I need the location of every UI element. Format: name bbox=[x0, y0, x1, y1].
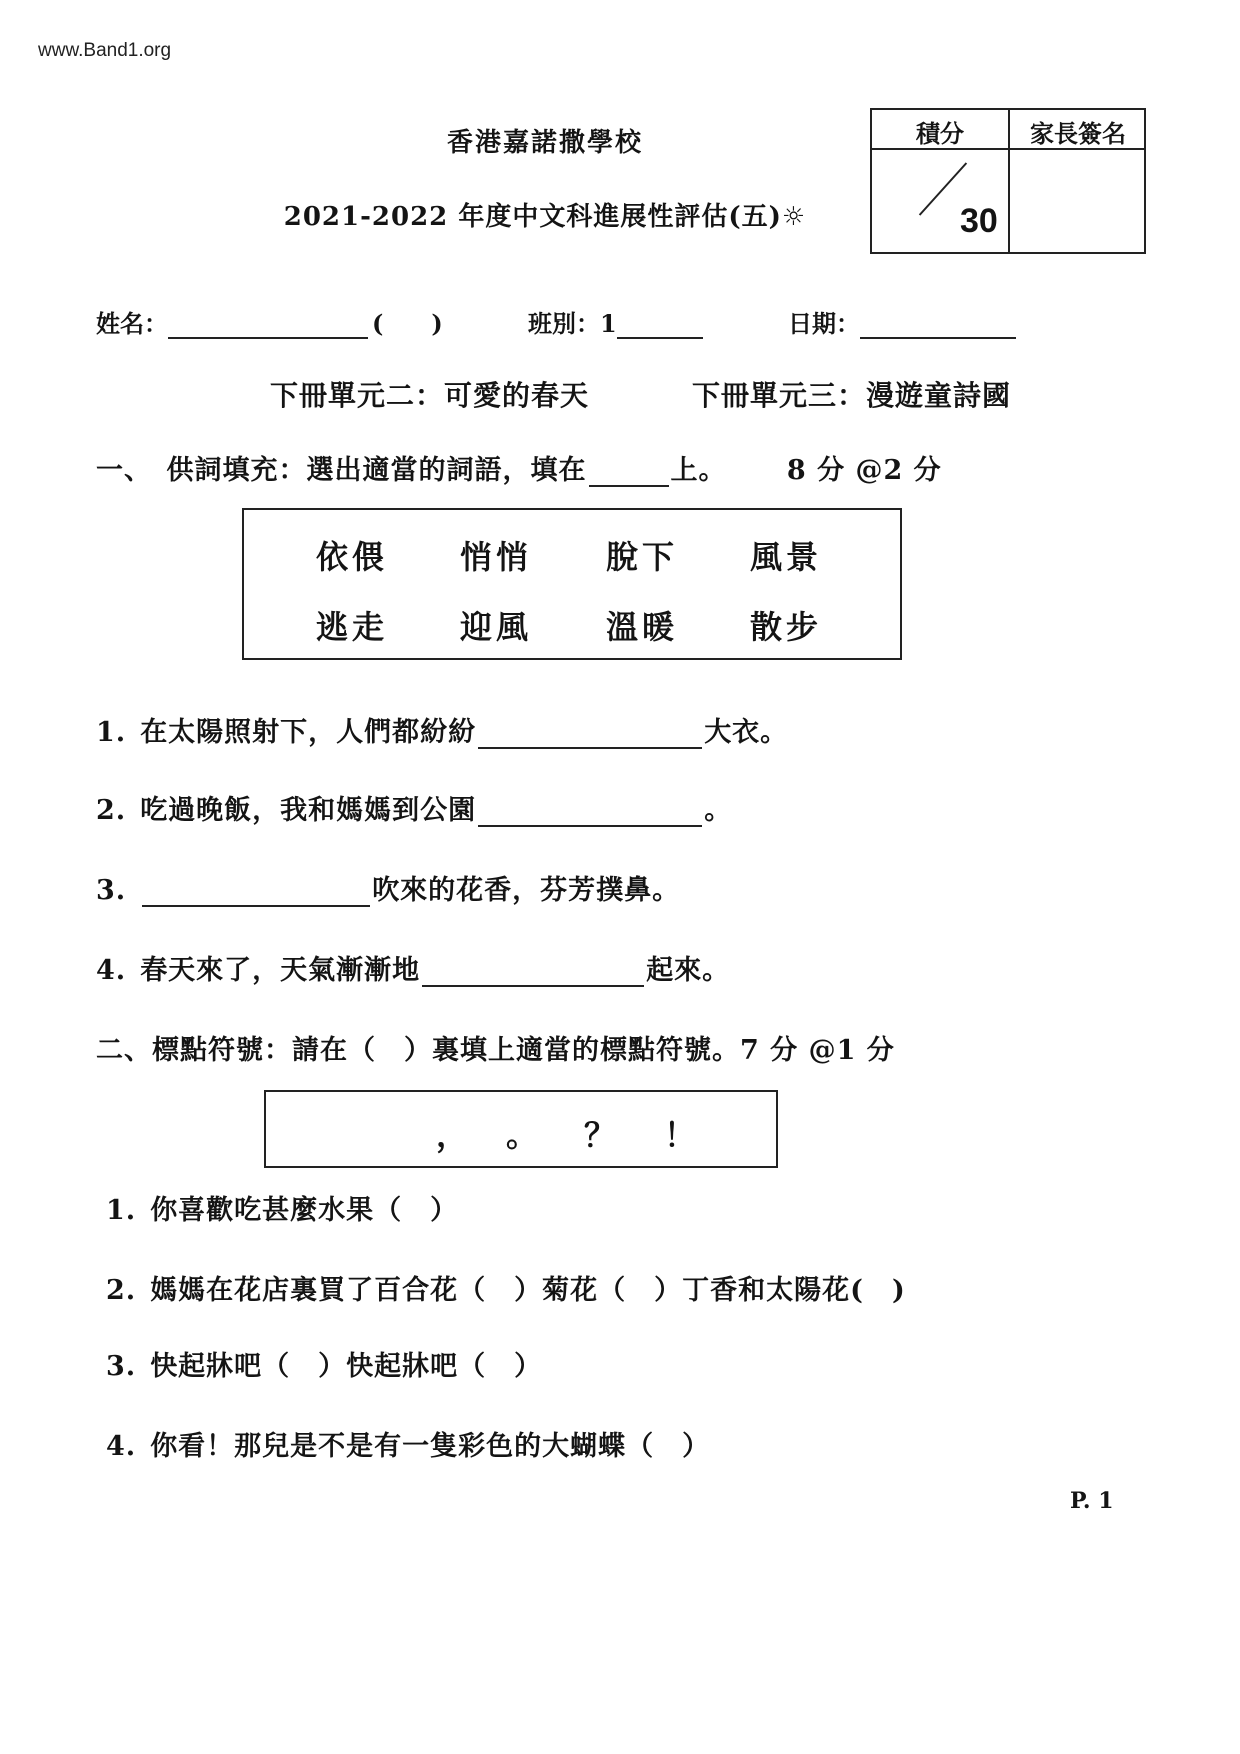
word-bank-item: 散步 bbox=[750, 608, 823, 646]
word-bank-item: 悄悄 bbox=[460, 538, 533, 576]
question-number: 3. bbox=[96, 875, 127, 906]
question-number: 2. bbox=[106, 1275, 137, 1306]
question-text: 春天來了，天氣漸漸地 bbox=[140, 955, 421, 986]
date-blank[interactable] bbox=[860, 311, 1016, 339]
punctuation-mark: ！ bbox=[664, 1116, 697, 1154]
class-label: 班別：1 bbox=[528, 309, 617, 338]
question-text-end: 起來。 bbox=[646, 955, 731, 986]
punctuation-question bbox=[106, 1344, 542, 1383]
punctuation-mark: ， bbox=[436, 1116, 469, 1154]
name-blank[interactable] bbox=[168, 311, 368, 339]
section-one-instruction-end: 上。 bbox=[670, 455, 727, 486]
question-text: 你喜歡吃甚麼水果（ ） bbox=[150, 1195, 459, 1226]
answer-blank[interactable] bbox=[478, 719, 702, 749]
punctuation-question bbox=[106, 1188, 458, 1227]
question-number: 4. bbox=[106, 1431, 137, 1462]
fill-question bbox=[96, 788, 732, 827]
score-table bbox=[870, 108, 1146, 254]
punctuation-mark: 。 bbox=[506, 1116, 539, 1154]
date-field bbox=[788, 304, 1016, 339]
word-bank bbox=[242, 508, 902, 660]
fill-question bbox=[96, 948, 730, 987]
site-url: www.Band1.org bbox=[38, 40, 172, 61]
word-bank-item: 逃走 bbox=[316, 608, 389, 646]
exam-title: 2021-2022 年度中文科進展性評估(五)☼ bbox=[283, 202, 807, 232]
score-total: 30 bbox=[960, 202, 998, 240]
question-number: 1. bbox=[106, 1195, 137, 1226]
word-bank-item: 依偎 bbox=[316, 538, 389, 576]
question-number: 4. bbox=[96, 955, 127, 986]
section-two-heading: 二、標點符號：請在（ ）裏填上適當的標點符號。7 分 @1 分 bbox=[96, 1035, 895, 1066]
signature-header: 家長簽名 bbox=[1030, 119, 1126, 148]
unit-two-title: 下冊單元二：可愛的春天 bbox=[270, 379, 590, 412]
unit-three-title: 下冊單元三：漫遊童詩國 bbox=[692, 379, 1012, 412]
example-blank bbox=[589, 459, 669, 487]
answer-blank[interactable] bbox=[142, 877, 370, 907]
question-text-end: 。 bbox=[704, 795, 733, 826]
section-one-heading bbox=[96, 448, 942, 487]
punctuation-bank bbox=[264, 1090, 778, 1168]
answer-blank[interactable] bbox=[478, 797, 702, 827]
question-text: 你看！那兒是不是有一隻彩色的大蝴蝶（ ） bbox=[150, 1431, 711, 1462]
class-blank[interactable] bbox=[617, 311, 703, 339]
fill-question bbox=[96, 710, 788, 749]
question-text-end: 大衣。 bbox=[704, 717, 789, 748]
question-text-end: 吹來的花香，芬芳撲鼻。 bbox=[372, 875, 681, 906]
school-name: 香港嘉諾撒學校 bbox=[446, 128, 643, 158]
name-label: 姓名： bbox=[96, 309, 168, 338]
page-number: P. 1 bbox=[1070, 1488, 1114, 1514]
fill-question bbox=[96, 868, 680, 907]
question-text: 吃過晚飯，我和媽媽到公園 bbox=[140, 795, 477, 826]
question-text: 媽媽在花店裏買了百合花（ ）菊花（ ）丁香和太陽花( ) bbox=[150, 1275, 906, 1306]
question-number: 2. bbox=[96, 795, 127, 826]
answer-blank[interactable] bbox=[422, 957, 644, 987]
word-bank-item: 脫下 bbox=[606, 538, 679, 576]
class-field bbox=[528, 304, 703, 339]
section-one-marks: 8 分 @2 分 bbox=[786, 455, 942, 486]
punctuation-question bbox=[106, 1268, 906, 1307]
question-number: 1. bbox=[96, 717, 127, 748]
name-field bbox=[96, 304, 443, 339]
score-header: 積分 bbox=[916, 119, 964, 148]
punctuation-mark: ？ bbox=[584, 1116, 617, 1154]
word-bank-item: 風景 bbox=[750, 538, 823, 576]
question-text: 快起牀吧（ ）快起牀吧（ ） bbox=[150, 1351, 543, 1382]
question-number: 3. bbox=[106, 1351, 137, 1382]
question-text: 在太陽照射下，人們都紛紛 bbox=[140, 717, 477, 748]
section-one-instruction: 一、 供詞填充：選出適當的詞語，填在 bbox=[96, 455, 587, 486]
word-bank-item: 迎風 bbox=[460, 608, 533, 646]
word-bank-item: 溫暖 bbox=[606, 608, 679, 646]
date-label: 日期： bbox=[788, 309, 860, 338]
punctuation-question bbox=[106, 1424, 710, 1463]
class-number-paren: ( ) bbox=[372, 309, 443, 338]
